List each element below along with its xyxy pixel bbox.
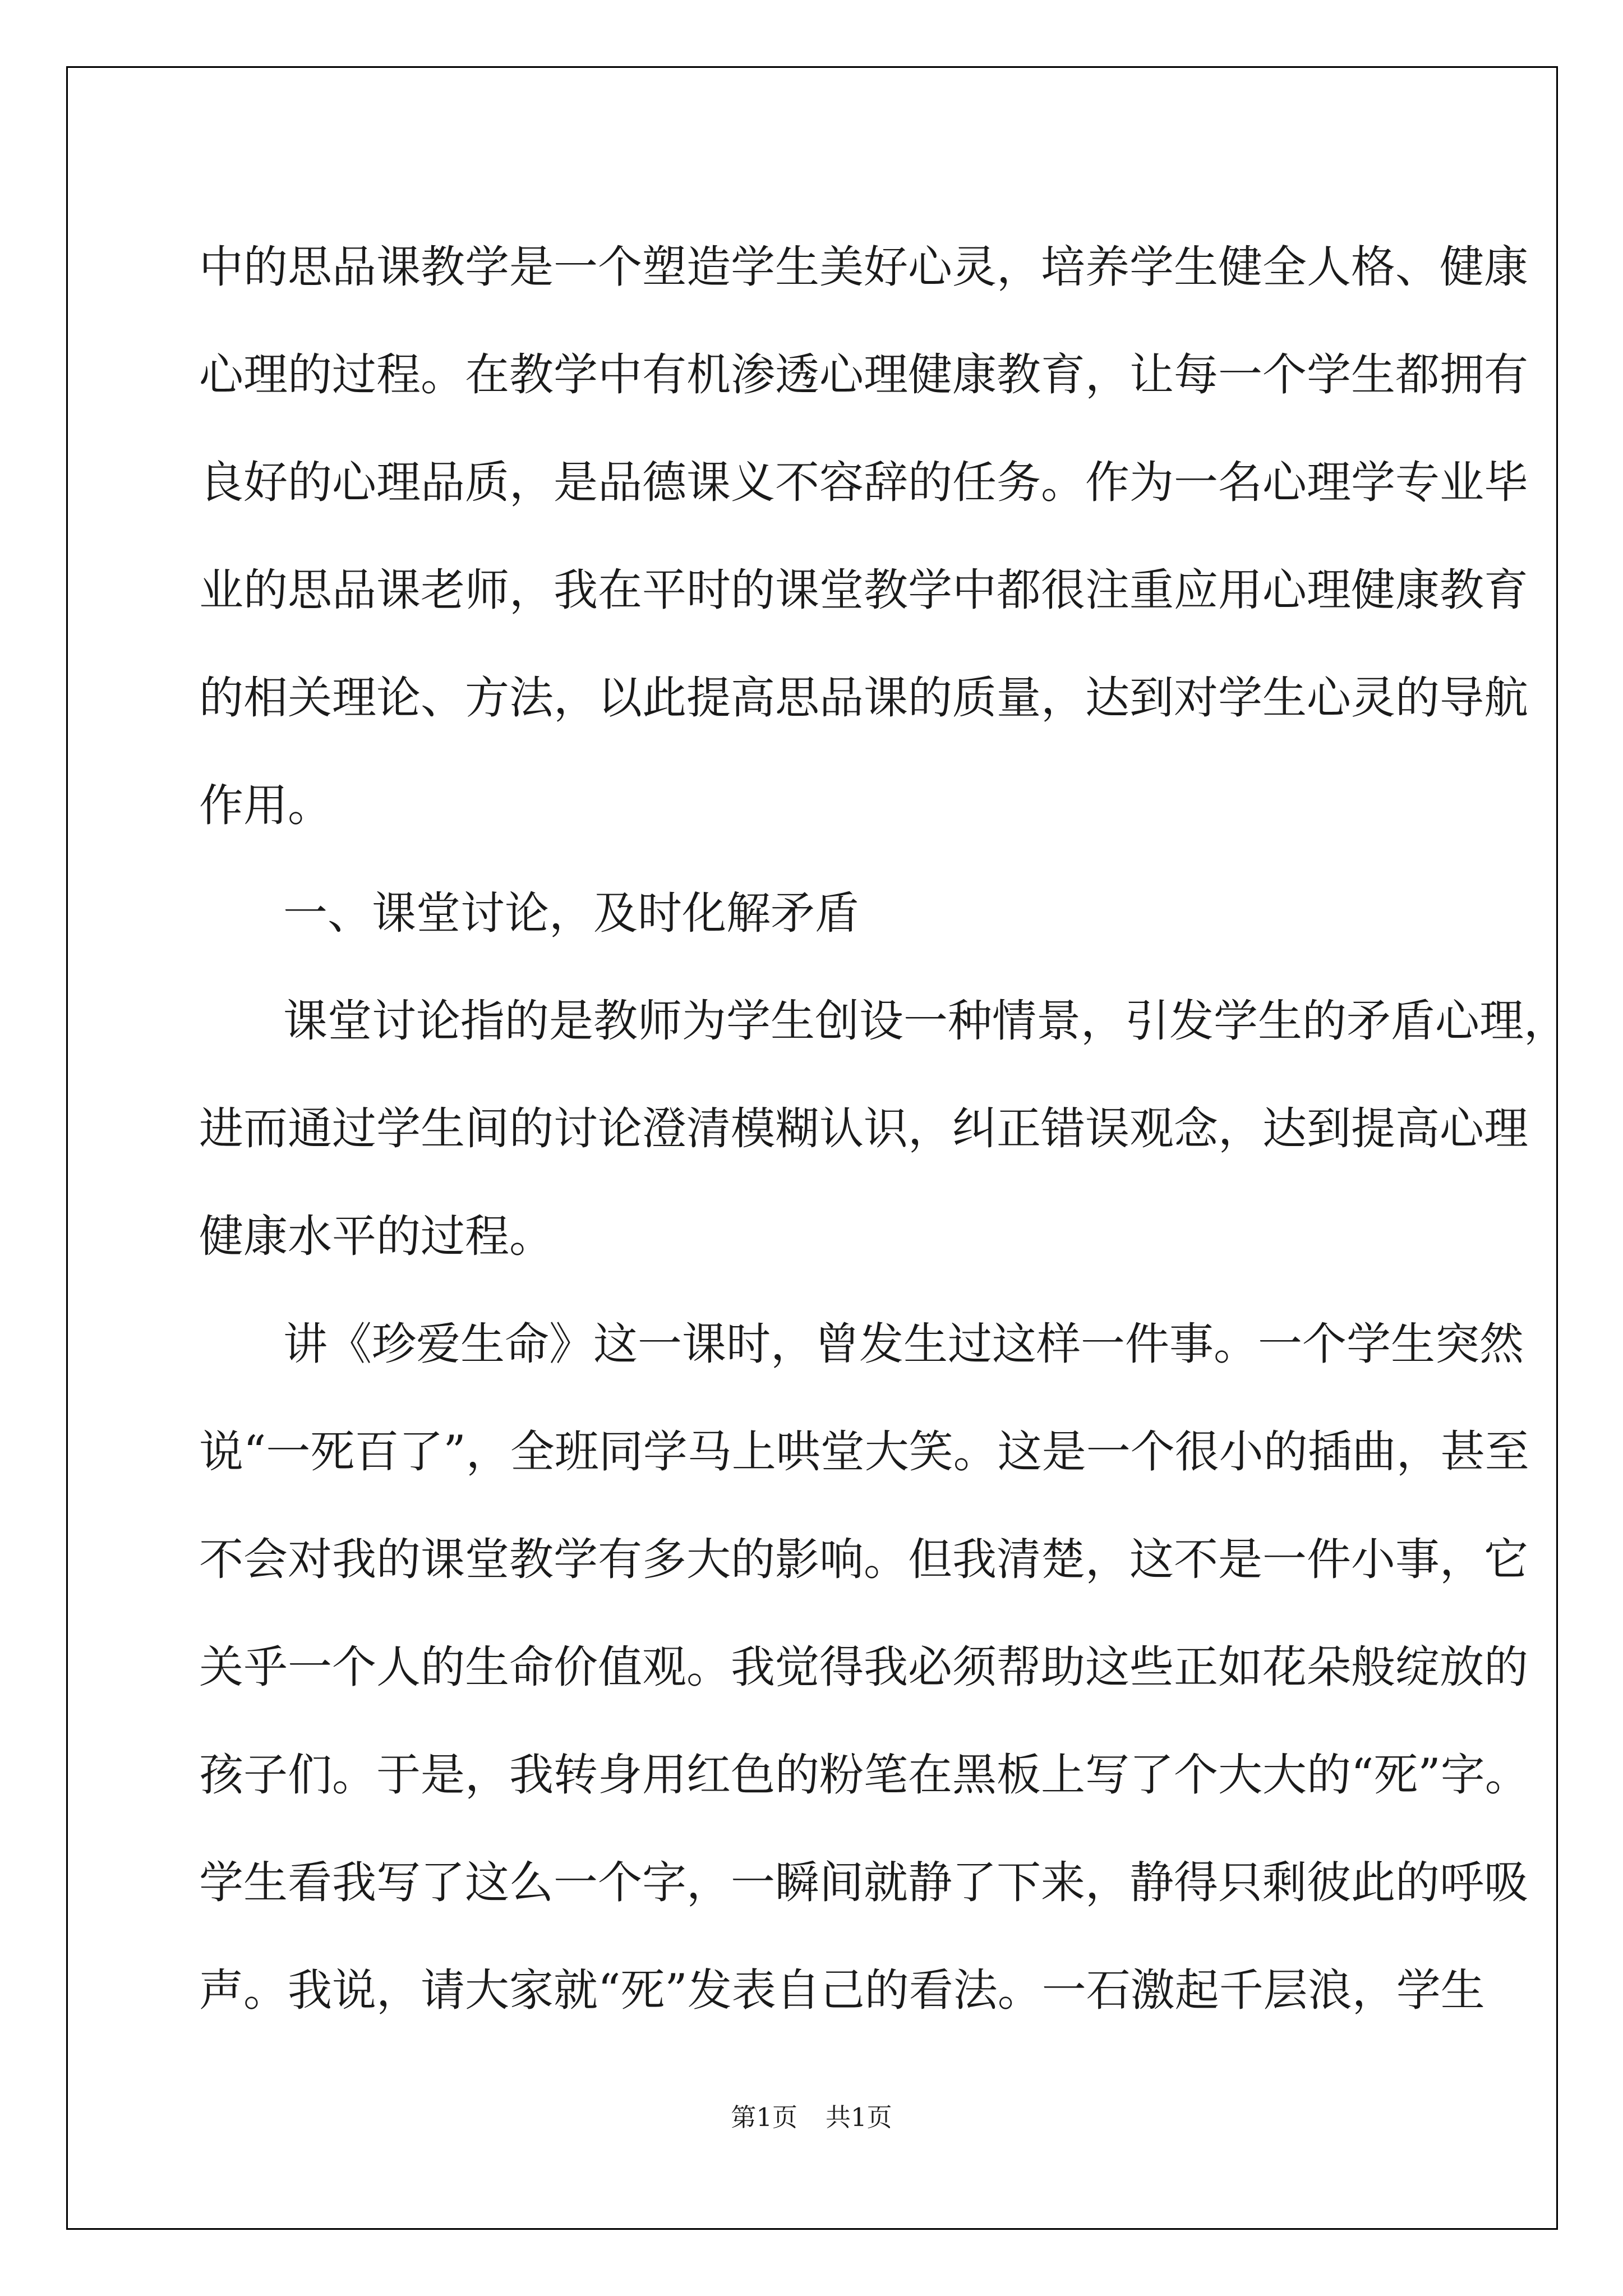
text-line: 关乎一个人的生命价值观。我觉得我必须帮助这些正如花朵般绽放的 [199,1641,1528,1693]
text-line: 说“一死百了”，全班同学马上哄堂大笑。这是一个很小的插曲，甚至 [199,1426,1529,1478]
text-line: 作用。 [199,780,332,831]
text-line: 孩子们。于是，我转身用红色的粉笔在黑板上写了个大大的“死”字。 [199,1749,1529,1801]
text-line: 业的思品课老师，我在平时的课堂教学中都很注重应用心理健康教育 [199,564,1528,616]
text-line: 讲《珍爱生命》这一课时，曾发生过这样一件事。一个学生突然 [283,1318,1524,1370]
page-footer [0,2097,1623,2133]
text-line: 中的思品课教学是一个塑造学生美好心灵，培养学生健全人格、健康 [199,241,1528,293]
text-line: 心理的过程。在教学中有机渗透心理健康教育，让每一个学生都拥有 [199,349,1528,401]
text-line: 课堂讨论指的是教师为学生创设一种情景，引发学生的矛盾心理， [283,995,1568,1047]
section-heading: 一、课堂讨论，及时化解矛盾 [283,887,859,939]
text-line: 良好的心理品质，是品德课义不容辞的任务。作为一名心理学专业毕 [199,457,1528,508]
page-total: 共1页 [826,2102,892,2132]
text-line: 声。我说，请大家就“死”发表自己的看法。一石激起千层浪，学生 [199,1964,1485,2016]
body-text [199,213,1568,2044]
text-line: 进而通过学生间的讨论澄清模糊认识，纠正错误观念，达到提高心理 [199,1103,1528,1154]
text-line: 学生看我写了这么一个字，一瞬间就静了下来，静得只剩彼此的呼吸 [199,1857,1528,1908]
page-number: 第1页 [731,2102,797,2132]
text-line: 健康水平的过程。 [199,1211,554,1262]
text-line: 的相关理论、方法，以此提高思品课的质量，达到对学生心灵的导航 [199,672,1528,724]
text-line: 不会对我的课堂教学有多大的影响。但我清楚，这不是一件小事，它 [199,1534,1528,1585]
